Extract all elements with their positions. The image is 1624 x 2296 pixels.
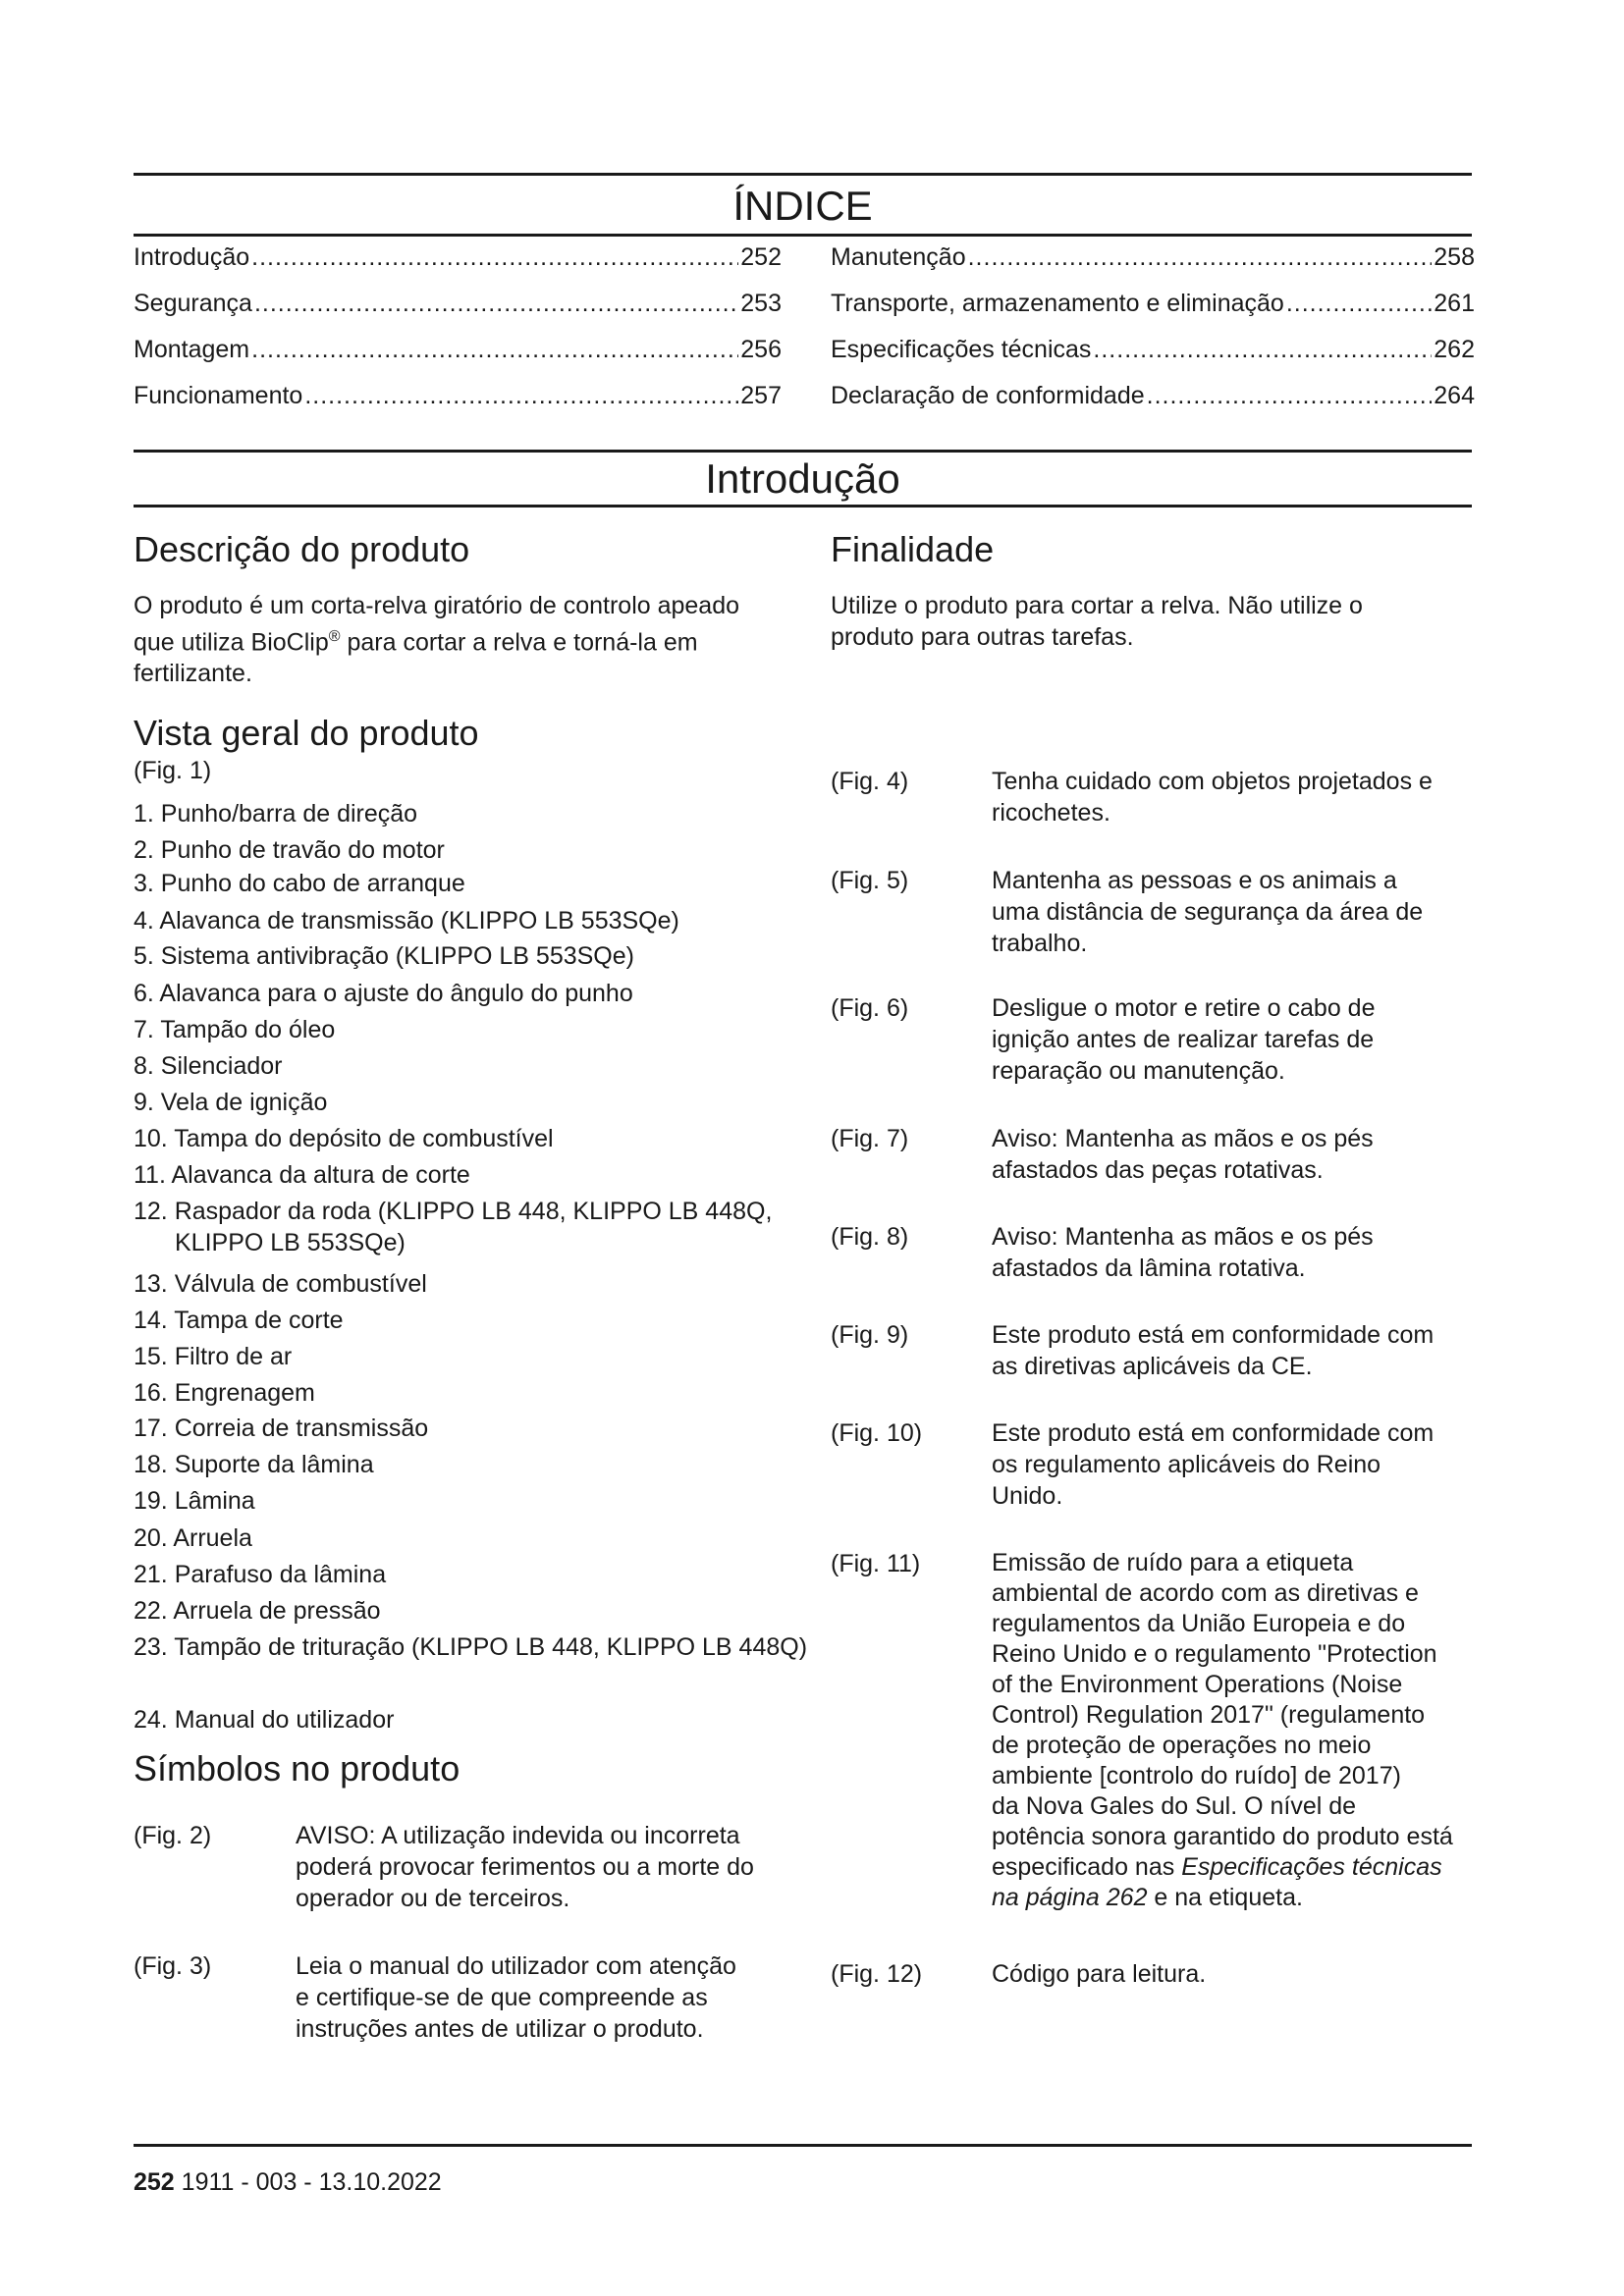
- toc-entry[interactable]: [134, 290, 782, 336]
- purpose-text: [831, 590, 1469, 653]
- symbol-line: AVISO: A utilização indevida ou incorreta: [296, 1822, 740, 1849]
- symbol-line: [992, 1852, 1479, 1883]
- symbol-line: Reino Unido e o regulamento "Protection: [992, 1640, 1437, 1668]
- list-item: 13. Válvula de combustível: [134, 1270, 427, 1298]
- toc-leader-dots: [304, 382, 738, 410]
- toc-left-column: [134, 243, 782, 428]
- toc-entry-title: Declaração de conformidade: [831, 382, 1145, 409]
- toc-leader-dots: [254, 290, 738, 318]
- intro-title: Introdução: [705, 455, 900, 502]
- cross-reference-link[interactable]: Especificações técnicas: [1181, 1853, 1442, 1881]
- symbol-line: potência sonora garantido do produto está: [992, 1823, 1453, 1850]
- description-line: fertilizante.: [134, 660, 252, 688]
- toc-entry-title: Segurança: [134, 290, 252, 317]
- symbol-fig-ref: (Fig. 6): [831, 994, 909, 1022]
- list-item: 10. Tampa do depósito de combustível: [134, 1125, 554, 1152]
- toc-entry-page: 262: [1434, 336, 1475, 363]
- list-item: 22. Arruela de pressão: [134, 1597, 381, 1625]
- toc-entry-title: Especificações técnicas: [831, 336, 1092, 363]
- symbol-line: instruções antes de utilizar o produto.: [296, 2015, 704, 2043]
- toc-entry-page: 261: [1434, 290, 1475, 317]
- toc-leader-dots: [1093, 336, 1432, 364]
- symbol-line: Código para leitura.: [992, 1960, 1207, 1988]
- symbol-row: [831, 992, 1479, 1091]
- symbol-line: reparação ou manutenção.: [992, 1057, 1285, 1085]
- symbol-line: trabalho.: [992, 930, 1088, 957]
- toc-entry-title: Montagem: [134, 336, 250, 363]
- symbol-line: afastados das peças rotativas.: [992, 1156, 1324, 1184]
- symbol-line: os regulamento aplicáveis do Reino: [992, 1451, 1381, 1478]
- symbol-line: ambiental de acordo com as diretivas e: [992, 1579, 1419, 1607]
- toc-entry-title: Funcionamento: [134, 382, 303, 409]
- list-item: 15. Filtro de ar: [134, 1343, 293, 1370]
- symbol-fig-ref: (Fig. 10): [831, 1419, 923, 1447]
- symbol-line: poderá provocar ferimentos ou a morte do: [296, 1853, 754, 1881]
- toc-leader-dots: [251, 243, 738, 272]
- list-item: 6. Alavanca para o ajuste do ângulo do punho: [134, 980, 633, 1007]
- toc-entry-title: Manutenção: [831, 243, 966, 271]
- symbol-line: as diretivas aplicáveis da CE.: [992, 1353, 1313, 1380]
- toc-entry-page: 258: [1434, 243, 1475, 271]
- list-item: 23. Tampão de trituração (KLIPPO LB 448, KLIPPO LB 448Q): [134, 1633, 808, 1661]
- toc-entry[interactable]: [831, 290, 1475, 336]
- symbol-fig-ref: (Fig. 8): [831, 1223, 909, 1251]
- toc-entry-page: 264: [1434, 382, 1475, 409]
- symbol-description: [992, 992, 1479, 1087]
- description-text: [134, 590, 782, 689]
- toc-entry-title: Introdução: [134, 243, 250, 271]
- symbol-description: [992, 1417, 1479, 1512]
- list-item: 4. Alavanca de transmissão (KLIPPO LB 553SQe): [134, 907, 679, 934]
- list-item: 21. Parafuso da lâmina: [134, 1561, 387, 1588]
- toc-leader-dots: [968, 243, 1433, 272]
- symbol-line: Este produto está em conformidade com: [992, 1419, 1435, 1447]
- symbol-fig-ref: (Fig. 7): [831, 1125, 909, 1152]
- toc-entry[interactable]: [831, 243, 1475, 290]
- symbol-line: Este produto está em conformidade com: [992, 1321, 1435, 1349]
- list-item: 5. Sistema antivibração (KLIPPO LB 553SQe): [134, 942, 634, 970]
- symbol-row: [134, 1950, 782, 2049]
- symbol-line: Aviso: Mantenha as mãos e os pés: [992, 1223, 1374, 1251]
- symbol-row: [831, 1221, 1479, 1290]
- list-item: 7. Tampão do óleo: [134, 1016, 336, 1043]
- symbol-line: Mantenha as pessoas e os animais a: [992, 867, 1397, 894]
- toc-bottom-rule: [134, 234, 1472, 237]
- list-item: 18. Suporte da lâmina: [134, 1451, 374, 1478]
- symbol-line: de proteção de operações no meio: [992, 1732, 1372, 1759]
- toc-entry[interactable]: [831, 336, 1475, 382]
- toc-leader-dots: [1286, 290, 1432, 318]
- symbol-fig-ref: (Fig. 5): [831, 867, 909, 894]
- toc-leader-dots: [251, 336, 738, 364]
- symbol-fig-ref: (Fig. 2): [134, 1822, 212, 1849]
- purpose-line: produto para outras tarefas.: [831, 623, 1134, 651]
- list-item: 11. Alavanca da altura de corte: [134, 1161, 470, 1189]
- intro-bottom-rule: [134, 505, 1472, 507]
- symbol-line: Tenha cuidado com objetos projetados e: [992, 768, 1433, 795]
- symbol-line: [992, 1883, 1479, 1913]
- purpose-line: Utilize o produto para cortar a relva. Não utilize o: [831, 592, 1363, 619]
- symbol-line: afastados da lâmina rotativa.: [992, 1255, 1306, 1282]
- page-footer: [134, 2167, 442, 2197]
- intro-top-rule: [134, 450, 1472, 453]
- symbol-fig-ref: (Fig. 4): [831, 768, 909, 795]
- list-item: 12. Raspador da roda (KLIPPO LB 448, KLIPPO LB 448Q, KLIPPO LB 553SQe): [134, 1198, 773, 1256]
- toc-entry[interactable]: [134, 336, 782, 382]
- symbol-row: [831, 1958, 1479, 1998]
- symbol-description: [992, 865, 1479, 959]
- list-item: 16. Engrenagem: [134, 1379, 315, 1407]
- cross-reference-link[interactable]: na página 262: [992, 1884, 1148, 1911]
- description-line-part: para cortar a relva e torná-la em: [340, 628, 698, 657]
- symbol-line: ignição antes de realizar tarefas de: [992, 1026, 1375, 1053]
- symbol-line: da Nova Gales do Sul. O nível de: [992, 1792, 1357, 1820]
- registered-mark: ®: [328, 628, 341, 645]
- list-item: 19. Lâmina: [134, 1487, 255, 1515]
- toc-entry-page: 252: [740, 243, 782, 271]
- symbol-line: operador ou de terceiros.: [296, 1885, 570, 1912]
- description-heading: Descrição do produto: [134, 529, 470, 569]
- symbol-description: [992, 1123, 1479, 1186]
- symbol-row: [831, 1417, 1479, 1516]
- toc-entry-page: 256: [740, 336, 782, 363]
- symbol-fig-ref: (Fig. 9): [831, 1321, 909, 1349]
- description-line: [134, 621, 782, 658]
- description-line-part: que utiliza BioClip: [134, 628, 329, 657]
- symbol-line: Leia o manual do utilizador com atenção: [296, 1952, 736, 1980]
- list-item: 24. Manual do utilizador: [134, 1706, 395, 1734]
- toc-entry-page: 257: [740, 382, 782, 409]
- symbol-line: of the Environment Operations (Noise: [992, 1671, 1403, 1698]
- symbol-line: Unido.: [992, 1482, 1063, 1510]
- list-item: 20. Arruela: [134, 1524, 252, 1552]
- list-item: 17. Correia de transmissão: [134, 1415, 429, 1442]
- footer-rule: [134, 2144, 1472, 2147]
- symbol-line: ambiente [controlo do ruído] de 2017): [992, 1762, 1401, 1789]
- toc-entry-page: 253: [740, 290, 782, 317]
- symbol-description: [992, 1319, 1479, 1382]
- symbol-line: regulamentos da União Europeia e do: [992, 1610, 1406, 1637]
- toc-title: ÍNDICE: [732, 183, 873, 229]
- description-line: O produto é um corta-relva giratório de controlo apeado: [134, 592, 740, 619]
- symbol-row: [831, 865, 1479, 963]
- symbol-row: [134, 1820, 782, 1918]
- list-item: 3. Punho do cabo de arranque: [134, 870, 465, 897]
- symbol-line: ricochetes.: [992, 799, 1110, 827]
- toc-entry[interactable]: [831, 382, 1475, 428]
- purpose-heading: Finalidade: [831, 529, 995, 569]
- symbol-line: Control) Regulation 2017" (regulamento: [992, 1701, 1426, 1729]
- symbol-fig-ref: (Fig. 3): [134, 1952, 212, 1980]
- symbol-line-part: especificado nas: [992, 1853, 1182, 1881]
- symbol-description: [992, 1958, 1479, 1990]
- toc-leader-dots: [1147, 382, 1433, 410]
- symbols-heading: Símbolos no produto: [134, 1748, 460, 1789]
- symbol-line: uma distância de segurança da área de: [992, 898, 1424, 926]
- symbol-description: [992, 766, 1479, 828]
- symbol-fig-ref: (Fig. 12): [831, 1960, 923, 1988]
- symbol-row: [831, 1548, 1479, 1921]
- overview-heading: Vista geral do produto: [134, 713, 479, 753]
- symbol-line: Aviso: Mantenha as mãos e os pés: [992, 1125, 1374, 1152]
- list-item: 1. Punho/barra de direção: [134, 800, 418, 828]
- overview-fig-ref: (Fig. 1): [134, 757, 212, 784]
- list-item: 14. Tampa de corte: [134, 1307, 344, 1334]
- list-item: 9. Vela de ignição: [134, 1089, 328, 1116]
- page-number: 252: [134, 2168, 175, 2196]
- symbol-row: [831, 1319, 1479, 1388]
- symbol-row: [831, 766, 1479, 834]
- symbol-line: e certifique-se de que compreende as: [296, 1984, 708, 2011]
- toc-entry[interactable]: [134, 382, 782, 428]
- symbol-line: Desligue o motor e retire o cabo de: [992, 994, 1376, 1022]
- toc-top-rule: [134, 173, 1472, 176]
- symbol-description: [992, 1548, 1479, 1913]
- symbol-fig-ref: (Fig. 11): [831, 1550, 921, 1577]
- symbol-description: [296, 1950, 782, 2045]
- document-id: 1911 - 003 - 13.10.2022: [174, 2168, 442, 2196]
- toc-entry[interactable]: [134, 243, 782, 290]
- symbol-description: [992, 1221, 1479, 1284]
- list-item: 8. Silenciador: [134, 1052, 283, 1080]
- list-item: 2. Punho de travão do motor: [134, 836, 445, 864]
- toc-entry-title: Transporte, armazenamento e eliminação: [831, 290, 1284, 317]
- symbol-line-part: e na etiqueta.: [1147, 1884, 1303, 1911]
- symbol-description: [296, 1820, 782, 1914]
- symbol-row: [831, 1123, 1479, 1192]
- toc-right-column: [831, 243, 1475, 428]
- symbol-line: Emissão de ruído para a etiqueta: [992, 1549, 1354, 1576]
